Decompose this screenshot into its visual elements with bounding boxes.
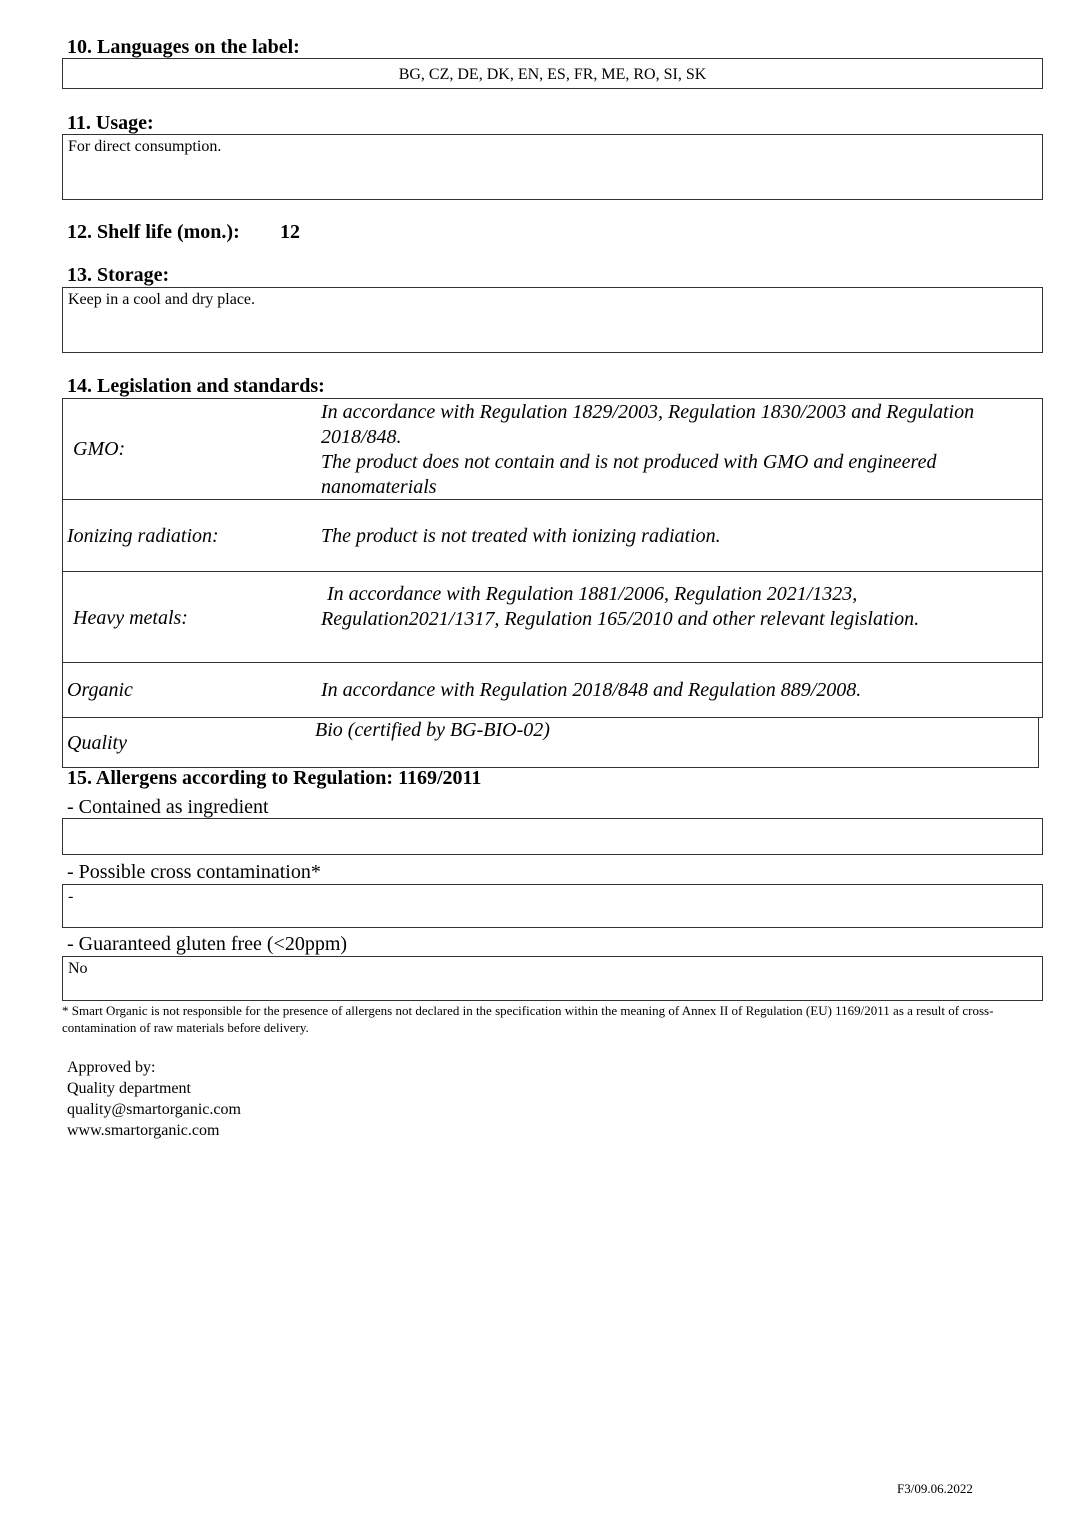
approved-by: Approved by: xyxy=(67,1059,156,1076)
quality-text: Bio (certified by BG-BIO-02) xyxy=(315,719,550,741)
email-link[interactable]: quality@smartorganic.com xyxy=(67,1101,241,1118)
gmo-text-1: In accordance with Regulation 1829/2003, Regulation 1830/2003 and Regulation 2018/848. xyxy=(321,401,975,448)
storage-value: Keep in a cool and dry place. xyxy=(68,291,256,308)
section-14-heading: 14. Legislation and standards: xyxy=(67,375,325,397)
gluten-free-box xyxy=(62,956,1043,1001)
section-13-heading: 13. Storage: xyxy=(67,264,170,286)
website-link[interactable]: www.smartorganic.com xyxy=(67,1122,220,1139)
section-10-heading: 10. Languages on the label: xyxy=(67,36,300,58)
allergen-footnote: * Smart Organic is not responsible for the presence of allergens not declared in the specification within the meaning of Annex II of Regulation (EU) 1169/2011 as a result of cross-contamination of raw materials before delivery. xyxy=(62,1003,994,1035)
gmo-label: GMO: xyxy=(73,438,126,460)
cross-contamination-value: - xyxy=(68,888,74,905)
usage-box xyxy=(62,134,1043,200)
quality-row xyxy=(62,717,1039,768)
cross-contamination-label: - Possible cross contamination* xyxy=(67,861,321,883)
contained-label: - Contained as ingredient xyxy=(67,796,269,818)
row-divider xyxy=(62,571,1043,572)
storage-box xyxy=(62,287,1043,353)
section-11-heading: 11. Usage: xyxy=(67,112,154,134)
row-divider xyxy=(62,662,1043,663)
languages-box xyxy=(62,58,1043,89)
radiation-label: Ionizing radiation: xyxy=(67,525,219,547)
gluten-free-label: - Guaranteed gluten free (<20ppm) xyxy=(67,933,348,955)
radiation-text: The product is not treated with ionizing radiation. xyxy=(321,525,721,547)
section-15-heading: 15. Allergens according to Regulation: 1169/2011 xyxy=(67,767,482,789)
metals-text: In accordance with Regulation 1881/2006, Regulation 2021/1323, Regulation2021/1317, Regulation 165/2010 and other relevant legislation. xyxy=(321,583,920,630)
cross-contamination-box xyxy=(62,884,1043,928)
organic-text: In accordance with Regulation 2018/848 and Regulation 889/2008. xyxy=(321,679,862,701)
quality-label: Quality xyxy=(67,732,127,754)
usage-value: For direct consumption. xyxy=(68,138,222,155)
contained-box xyxy=(62,818,1043,855)
section-12-heading: 12. Shelf life (mon.): xyxy=(67,221,240,243)
languages-value: BG, CZ, DE, DK, EN, ES, FR, ME, RO, SI, SK xyxy=(398,66,707,83)
metals-label: Heavy metals: xyxy=(73,607,188,629)
organic-label: Organic xyxy=(67,679,133,701)
gmo-text-2: The product does not contain and is not produced with GMO and engineered nanomaterials xyxy=(321,451,937,498)
shelf-life-value: 12 xyxy=(280,221,300,243)
document-code: F3/09.06.2022 xyxy=(897,1481,973,1496)
gluten-free-value: No xyxy=(68,960,88,977)
quality-department: Quality department xyxy=(67,1080,191,1097)
